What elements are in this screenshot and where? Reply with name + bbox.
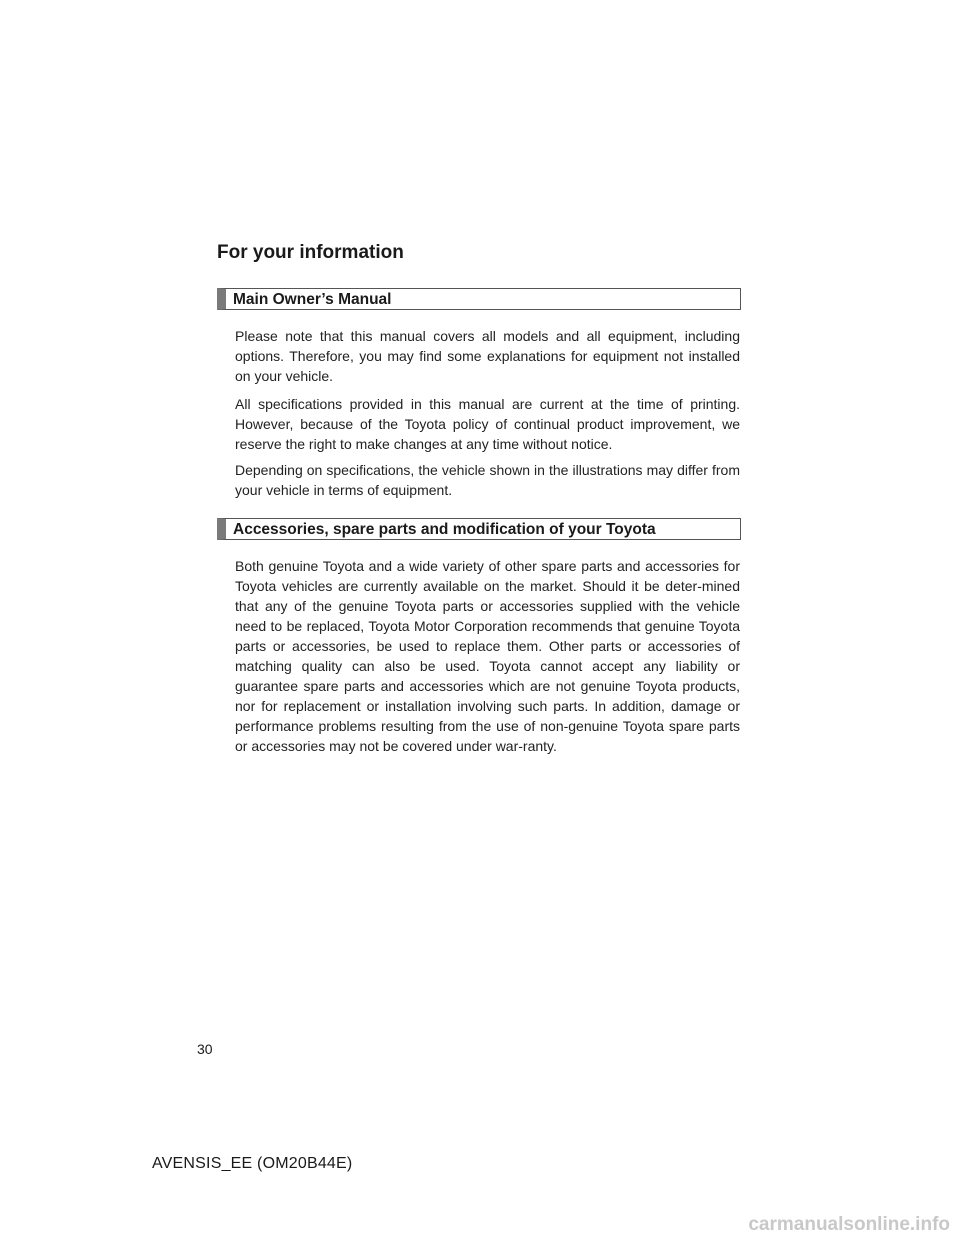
paragraph-manual-coverage: Please note that this manual covers all models and all equipment, including options. Therefore, you may find some explanations for equipment not installed on your vehicle.: [235, 328, 740, 384]
section-heading-label: Main Owner’s Manual: [233, 291, 392, 308]
section-heading-main-owners-manual: [217, 288, 741, 310]
page-title: For your information: [217, 242, 404, 263]
section-heading-label: Accessories, spare parts and modification of your Toyota: [233, 521, 656, 538]
paragraph-illustrations: Depending on specifications, the vehicle shown in the illustrations may differ from your vehicle in terms of equipment.: [235, 462, 740, 498]
paragraph-accessories: Both genuine Toyota and a wide variety of other spare parts and accessories for Toyota vehicles are currently available on the market. Should it be deter-mined that any of the genuine Toyota parts or accessories supplied with the vehicle need to be replaced, Toyota Motor Corporation recommends that genuine Toyota parts or accessories, be used to replace them. Other parts or accessories of matching quality can also be used. Toyota cannot accept any liability or guarantee spare parts and accessories which are not genuine Toyota products, nor for replacement or installation involving such parts. In addition, damage or performance problems resulting from the use of non-genuine Toyota spare parts or accessories may not be covered under war-ranty.: [235, 558, 740, 754]
footer-document-code: AVENSIS_EE (OM20B44E): [152, 1155, 353, 1172]
paragraph-specifications: All specifications provided in this manual are current at the time of printing. However, because of the Toyota policy of continual product improvement, we reserve the right to make changes at any time without notice.: [235, 396, 740, 452]
section-heading-accessories: [217, 518, 741, 540]
watermark: carmanualsonline.info: [748, 1214, 950, 1235]
page-number: 30: [197, 1041, 213, 1057]
